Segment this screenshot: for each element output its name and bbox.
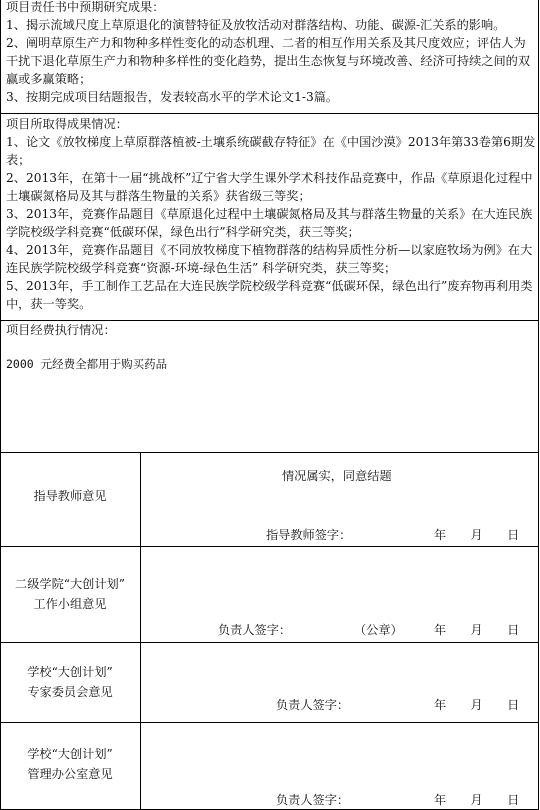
opinion-text: 情况属实，同意结题 [282, 469, 392, 483]
date-field: 年 月 日 [434, 528, 520, 542]
signature-label: 负责人签字： [218, 623, 292, 637]
funding-text: 2000 元经费全都用于购买药品 [6, 357, 168, 371]
expected-results-heading: 项目责任书中预期研究成果： [6, 0, 165, 14]
column-divider [140, 452, 141, 810]
achieved-result-item: 2、2013年，在第十一届“挑战杯”辽宁省大学生课外学术科技作品竞赛中，作品《草原退化过程中土壤碳氮格局及其与群落生物量的关系》获省级三等奖； [6, 171, 533, 203]
opinion-label-line: 工作小组意见 [33, 597, 107, 611]
expected-result-item: 1、揭示流域尺度上草原退化的演替特征及放牧活动对群落结构、功能、碳源-汇关系的影响。 [6, 18, 506, 32]
row-divider [0, 452, 539, 453]
date-field: 年 月 日 [434, 793, 520, 807]
achieved-result-item: 4、2013年，竞赛作品题目《不同放牧梯度下植物群落的结构异质性分析—以家庭牧场为例》在大连民族学院校级学科竞赛“资源-环境-绿色生活” 科学研究类，获三等奖； [6, 243, 533, 275]
achieved-results-heading: 项目所取得成果情况： [6, 117, 128, 131]
date-field: 年 月 日 [434, 698, 520, 712]
opinion-label-line: 学校“大创计划” [27, 747, 113, 761]
opinion-label-line: 学校“大创计划” [27, 665, 113, 679]
expected-result-item: 3、按期完成项目结题报告，发表较高水平的学术论文1-3篇。 [6, 90, 339, 104]
funding-heading: 项目经费执行情况： [6, 323, 116, 337]
row-divider [0, 722, 539, 723]
opinion-label-line: 指导教师意见 [33, 489, 107, 503]
expected-result-item: 2、阐明草原生产力和物种多样性变化的动态机理、二者的相互作用关系及其尺度效应；评估人为干扰下退化草原生产力和物种多样性的变化趋势，提出生态恢复与环境改善、经济可持续之间的双赢或多赢策略； [6, 36, 531, 86]
opinion-label [0, 488, 140, 504]
achieved-result-item: 1、论文《放牧梯度上草原群落植被-土壤系统碳截存特征》在《中国沙漠》2013年第33卷第6期发表； [6, 135, 536, 167]
signature-label: 指导教师签字： [266, 528, 352, 542]
date-field: 年 月 日 [434, 623, 520, 637]
opinion-label [0, 744, 140, 784]
opinion-label-line: 管理办公室意见 [27, 767, 113, 781]
expected-results-section [6, 0, 536, 106]
signature-label: 负责人签字： [276, 698, 350, 712]
row-divider [0, 113, 539, 114]
row-divider [0, 320, 539, 321]
opinion-label-line: 专家委员会意见 [27, 685, 113, 699]
achieved-results-section [6, 115, 536, 313]
row-divider [0, 546, 539, 547]
table-border-right [538, 0, 539, 810]
signature-label: 负责人签字： [276, 793, 350, 807]
achieved-result-item: 5、2013年，手工制作工艺品在大连民族学院校级学科竞赛“低碳环保，绿色出行”废弃物再利用类中，获一等奖。 [6, 279, 533, 311]
row-divider [0, 642, 539, 643]
seal-label: （公章） [354, 623, 403, 637]
opinion-label [0, 574, 140, 614]
opinion-label [0, 662, 140, 702]
achieved-result-item: 3、2013年，竞赛作品题目《草原退化过程中土壤碳氮格局及其与群落生物量的关系》在大连民族学院校级学科竞赛“低碳环保，绿色出行”科学研究类，获三等奖； [6, 207, 533, 239]
opinion-label-line: 二级学院“大创计划” [15, 577, 125, 591]
